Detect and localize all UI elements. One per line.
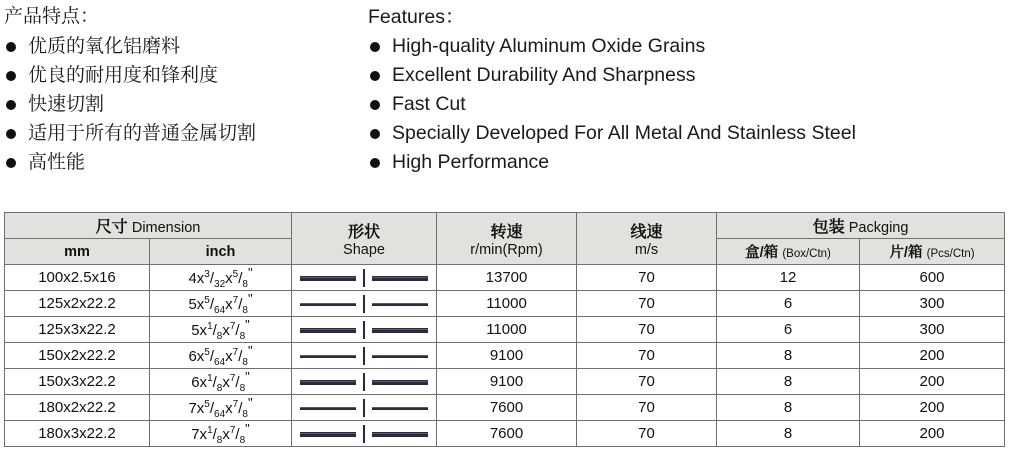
- header-speed: [437, 213, 577, 265]
- features-column-chinese: [4, 4, 364, 177]
- header-pcs-cn: 片/箱: [889, 245, 923, 261]
- header-dimension: [5, 213, 292, 239]
- cell-rpm: 11000: [437, 291, 577, 317]
- cell-box: 8: [717, 395, 860, 421]
- feature-text: 快速切割: [28, 94, 105, 115]
- header-box-en: (Box/Ctn): [782, 248, 831, 260]
- header-dimension-cn: 尺寸: [95, 219, 128, 236]
- list-item: [4, 90, 364, 119]
- bullet-icon: [370, 158, 380, 168]
- cell-box: 8: [717, 343, 860, 369]
- cell-pcs: 200: [860, 421, 1005, 447]
- bullet-icon: [6, 71, 16, 81]
- bullet-icon: [6, 100, 16, 110]
- cell-shape: [292, 369, 437, 395]
- cell-pcs: 300: [860, 291, 1005, 317]
- cell-rpm: 9100: [437, 343, 577, 369]
- header-inch: inch: [150, 239, 292, 265]
- cell-mm: 150x3x22.2: [5, 369, 150, 395]
- cell-ms: 70: [577, 343, 717, 369]
- header-linear-speed: [577, 213, 717, 265]
- list-item: [4, 119, 364, 148]
- cell-shape: [292, 421, 437, 447]
- table-body: [5, 265, 1005, 447]
- header-box-per-carton: [717, 239, 860, 265]
- cell-rpm: 11000: [437, 317, 577, 343]
- list-item: [368, 32, 1008, 61]
- list-item: [4, 32, 364, 61]
- cell-ms: 70: [577, 291, 717, 317]
- list-item: [368, 61, 1008, 90]
- wheel-shape-icon: [300, 347, 428, 365]
- header-box-cn: 盒/箱: [745, 245, 779, 261]
- table-header: [5, 213, 1005, 265]
- bullet-icon: [370, 100, 380, 110]
- cell-mm: 125x2x22.2: [5, 291, 150, 317]
- wheel-shape-icon: [300, 425, 428, 443]
- cell-inch: $5x^1/_8x^7/_8$": [150, 317, 292, 343]
- cell-shape: [292, 395, 437, 421]
- cell-shape: [292, 317, 437, 343]
- header-linear-speed-en: m/s: [634, 242, 659, 258]
- header-packing: [717, 213, 1005, 239]
- cell-ms: 70: [577, 421, 717, 447]
- cell-mm: 180x3x22.2: [5, 421, 150, 447]
- table-row: [5, 369, 1005, 395]
- cell-ms: 70: [577, 265, 717, 291]
- header-pcs-en: (Pcs/Ctn): [926, 248, 975, 260]
- cell-ms: 70: [577, 395, 717, 421]
- table-header-row-1: [5, 213, 1005, 239]
- table-row: [5, 343, 1005, 369]
- list-item: [368, 148, 1008, 177]
- bullet-icon: [370, 71, 380, 81]
- features-list-chinese: [4, 32, 364, 177]
- header-packing-cn: 包装: [812, 219, 845, 236]
- features-title-chinese: 产品特点：: [4, 6, 100, 27]
- cell-shape: [292, 291, 437, 317]
- bullet-icon: [370, 42, 380, 52]
- cell-pcs: 200: [860, 343, 1005, 369]
- features-title-english: Features：: [368, 6, 465, 28]
- list-item: [4, 61, 364, 90]
- list-item: [368, 90, 1008, 119]
- header-dimension-en: Dimension: [131, 220, 201, 236]
- cell-pcs: 300: [860, 317, 1005, 343]
- header-shape-cn: 形状: [347, 224, 380, 241]
- feature-text: Fast Cut: [392, 93, 466, 115]
- header-packing-en: Packging: [848, 220, 909, 236]
- wheel-shape-icon: [300, 321, 428, 339]
- cell-inch: $5x^5/_{64}x^7/_8$": [150, 291, 292, 317]
- features-section: [0, 0, 1009, 182]
- bullet-icon: [370, 129, 380, 139]
- cell-inch: $6x^1/_8x^7/_8$": [150, 369, 292, 395]
- cell-rpm: 7600: [437, 421, 577, 447]
- cell-box: 6: [717, 317, 860, 343]
- cell-inch: $6x^5/_{64}x^7/_8$": [150, 343, 292, 369]
- wheel-shape-icon: [300, 373, 428, 391]
- bullet-icon: [6, 129, 16, 139]
- header-speed-en: r/min(Rpm): [470, 242, 543, 258]
- list-item: [4, 148, 364, 177]
- table-row: [5, 317, 1005, 343]
- cell-ms: 70: [577, 369, 717, 395]
- cell-box: 6: [717, 291, 860, 317]
- cell-inch: $7x^5/_{64}x^7/_8$": [150, 395, 292, 421]
- features-column-english: [368, 4, 1008, 177]
- header-linear-speed-cn: 线速: [630, 224, 663, 241]
- feature-text: 优质的氧化铝磨料: [28, 36, 181, 57]
- cell-box: 12: [717, 265, 860, 291]
- cell-shape: [292, 343, 437, 369]
- cell-rpm: 7600: [437, 395, 577, 421]
- bullet-icon: [6, 158, 16, 168]
- cell-mm: 150x2x22.2: [5, 343, 150, 369]
- cell-inch: $7x^1/_8x^7/_8$": [150, 421, 292, 447]
- wheel-shape-icon: [300, 399, 428, 417]
- feature-text: 适用于所有的普通金属切割: [28, 123, 257, 144]
- header-shape: [292, 213, 437, 265]
- cell-mm: 180x2x22.2: [5, 395, 150, 421]
- feature-text: Excellent Durability And Sharpness: [392, 64, 696, 86]
- table-row: [5, 421, 1005, 447]
- header-shape-en: Shape: [343, 242, 385, 258]
- table-row: [5, 395, 1005, 421]
- cell-inch: $4x^3/_{32}x^5/_8$": [150, 265, 292, 291]
- cell-pcs: 600: [860, 265, 1005, 291]
- header-pcs-per-carton: [860, 239, 1005, 265]
- header-mm: mm: [5, 239, 150, 265]
- cell-ms: 70: [577, 317, 717, 343]
- feature-text: 优良的耐用度和锋利度: [28, 65, 219, 86]
- cell-rpm: 9100: [437, 369, 577, 395]
- specification-table: [4, 212, 1005, 447]
- cell-pcs: 200: [860, 395, 1005, 421]
- cell-box: 8: [717, 369, 860, 395]
- cell-rpm: 13700: [437, 265, 577, 291]
- feature-text: High Performance: [392, 151, 550, 173]
- cell-mm: 125x3x22.2: [5, 317, 150, 343]
- table-row: [5, 265, 1005, 291]
- cell-mm: 100x2.5x16: [5, 265, 150, 291]
- features-list-english: [368, 32, 1008, 177]
- wheel-shape-icon: [300, 295, 428, 313]
- feature-text: 高性能: [28, 152, 86, 173]
- feature-text: Specially Developed For All Metal And Stainless Steel: [392, 122, 856, 144]
- feature-text: High-quality Aluminum Oxide Grains: [392, 35, 706, 57]
- table-row: [5, 291, 1005, 317]
- list-item: [368, 119, 1008, 148]
- cell-pcs: 200: [860, 369, 1005, 395]
- header-speed-cn: 转速: [490, 224, 523, 241]
- cell-shape: [292, 265, 437, 291]
- cell-box: 8: [717, 421, 860, 447]
- wheel-shape-icon: [300, 269, 428, 287]
- specification-table-wrapper: [4, 212, 1004, 447]
- bullet-icon: [6, 42, 16, 52]
